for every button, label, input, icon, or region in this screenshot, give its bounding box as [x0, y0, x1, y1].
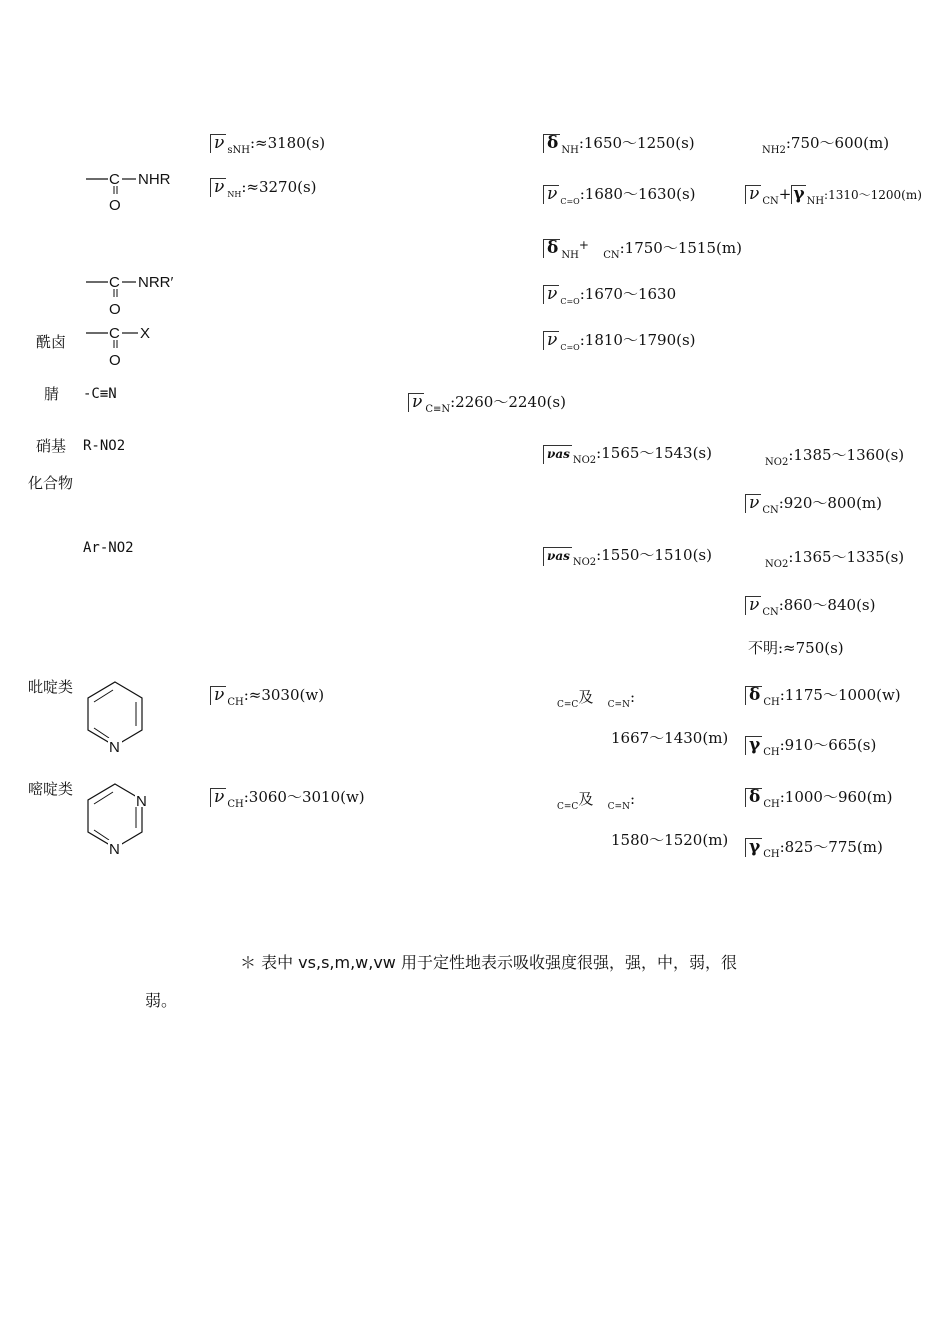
- gamma-icon: γ: [745, 736, 762, 755]
- nitro-r-col3a: $_{NO2}$:1385～1360(s): [765, 446, 905, 468]
- amide-nhr-col3-2: ν $_{CN}$+ γ $_{NH}$:1310～1200(m): [745, 185, 922, 211]
- pyrimidine-name: 嘧啶类: [28, 780, 74, 798]
- delta-icon: δ: [543, 134, 560, 153]
- pyridine-col3b: γ $_{CH}$:910～665(s): [745, 736, 876, 762]
- nu-icon: ν: [210, 686, 226, 705]
- pyrimidine-col2b: 1580～1520(m): [611, 831, 729, 849]
- nu-icon: ν: [543, 285, 559, 304]
- nu-as-icon: νas: [543, 445, 572, 464]
- nitro-name-1: 硝基: [36, 437, 67, 455]
- nitro-r-col3b: ν $_{CN}$:920～800(m): [745, 494, 882, 520]
- delta-icon: δ: [745, 788, 762, 807]
- gamma-icon: γ: [745, 838, 762, 857]
- svg-text:O: O: [109, 352, 121, 369]
- pyridine-col1: ν $_{CH}$:≈3030(w): [210, 686, 324, 712]
- nu-icon: ν: [745, 596, 761, 615]
- acyl-halide-name: 酰卤: [36, 333, 67, 351]
- nitro-ar-group: Ar-NO2: [83, 540, 134, 556]
- pyrimidine-n1: N: [109, 841, 120, 858]
- nitro-ar-col3a: $_{NO2}$:1365～1335(s): [765, 548, 905, 570]
- gamma-icon: γ: [793, 184, 805, 204]
- svg-text:C: C: [109, 325, 120, 342]
- nitrile-name: 腈: [44, 385, 60, 403]
- nitrile-col: ν $_{C\equiv N}$:2260～2240(s): [408, 393, 566, 419]
- amide-nrr-col2: ν $_{C=O}$:1670～1630: [543, 285, 676, 311]
- pyrimidine-n2: N: [136, 793, 147, 810]
- nu-icon: ν: [745, 185, 761, 204]
- amide-nhr-nhr: NHR: [138, 171, 171, 188]
- nu-icon: ν: [210, 788, 226, 807]
- amide-nhr-col2-3: δ $_{NH}$+ $_{CN}$:1750～1515(m): [543, 236, 742, 265]
- amide-nhr-col2-2: ν $_{C=O}$:1680～1630(s): [543, 185, 696, 211]
- pyridine-col2b: 1667～1430(m): [611, 729, 729, 747]
- nitro-ar-col2: νas $_{NO2}$:1550～1510(s): [543, 546, 712, 572]
- nu-icon: ν: [408, 393, 424, 412]
- pyridine-n: N: [109, 739, 120, 756]
- acyl-halide-col2: ν $_{C=O}$:1810～1790(s): [543, 331, 696, 357]
- nu-as-icon: νas: [543, 547, 572, 566]
- amide-nhr-col1-2: ν $_{NH}$:≈3270(s): [210, 178, 317, 204]
- amide-nhr-col1-1: ν $_{sNH}$:≈3180(s): [210, 134, 325, 160]
- delta-icon: δ: [745, 686, 762, 705]
- pyridine-ring: [84, 680, 148, 760]
- amide-nhr-col3-1: $_{NH2}$:750～600(m): [762, 134, 890, 156]
- amide-nhr-c: C: [109, 171, 120, 188]
- acyl-halide-structure: [84, 322, 164, 372]
- nitro-name-2: 化合物: [28, 474, 74, 492]
- nu-icon: ν: [210, 178, 226, 197]
- amide-nrr-structure: [84, 271, 194, 321]
- nu-icon: ν: [543, 331, 559, 350]
- amide-nhr-o: O: [109, 197, 121, 214]
- svg-text:X: X: [140, 325, 151, 342]
- pyrimidine-col3b: γ $_{CH}$:825～775(m): [745, 838, 883, 864]
- pyrimidine-col1: ν $_{CH}$:3060～3010(w): [210, 788, 365, 814]
- nitrile-group: -C≡N: [83, 386, 117, 402]
- footnote-line-2: 弱。: [145, 991, 178, 1010]
- nitro-ar-col3c: 不明:≈750(s): [748, 639, 844, 657]
- footnote-line-1: ＊ 表中 vs,s,m,w,vw 用于定性地表示吸收强度很强，强，中，弱，很: [240, 953, 737, 972]
- svg-text:NRR′: NRR′: [138, 274, 174, 291]
- nitro-r-col2: νas $_{NO2}$:1565～1543(s): [543, 444, 712, 470]
- nitro-ar-col3b: ν $_{CN}$:860～840(s): [745, 596, 875, 622]
- pyrimidine-col3a: δ $_{CH}$:1000～960(m): [745, 788, 893, 814]
- nu-icon: ν: [745, 494, 761, 513]
- pyrimidine-col2a: $_{C=C}$及 $_{C=N}$:: [557, 790, 636, 812]
- nitro-r-group: R-NO2: [83, 438, 126, 454]
- amide-nhr-structure: [84, 168, 184, 218]
- nu-icon: ν: [543, 185, 559, 204]
- pyridine-col3a: δ $_{CH}$:1175～1000(w): [745, 686, 901, 712]
- pyridine-col2a: $_{C=C}$及 $_{C=N}$:: [557, 688, 636, 710]
- svg-text:O: O: [109, 301, 121, 318]
- svg-text:C: C: [109, 274, 120, 291]
- amide-nhr-col2-1: δ $_{NH}$:1650～1250(s): [543, 134, 695, 160]
- pyrimidine-ring: [84, 782, 154, 862]
- pyridine-name: 吡啶类: [28, 678, 74, 696]
- nu-icon: ν: [210, 134, 226, 153]
- delta-icon: δ: [543, 239, 560, 258]
